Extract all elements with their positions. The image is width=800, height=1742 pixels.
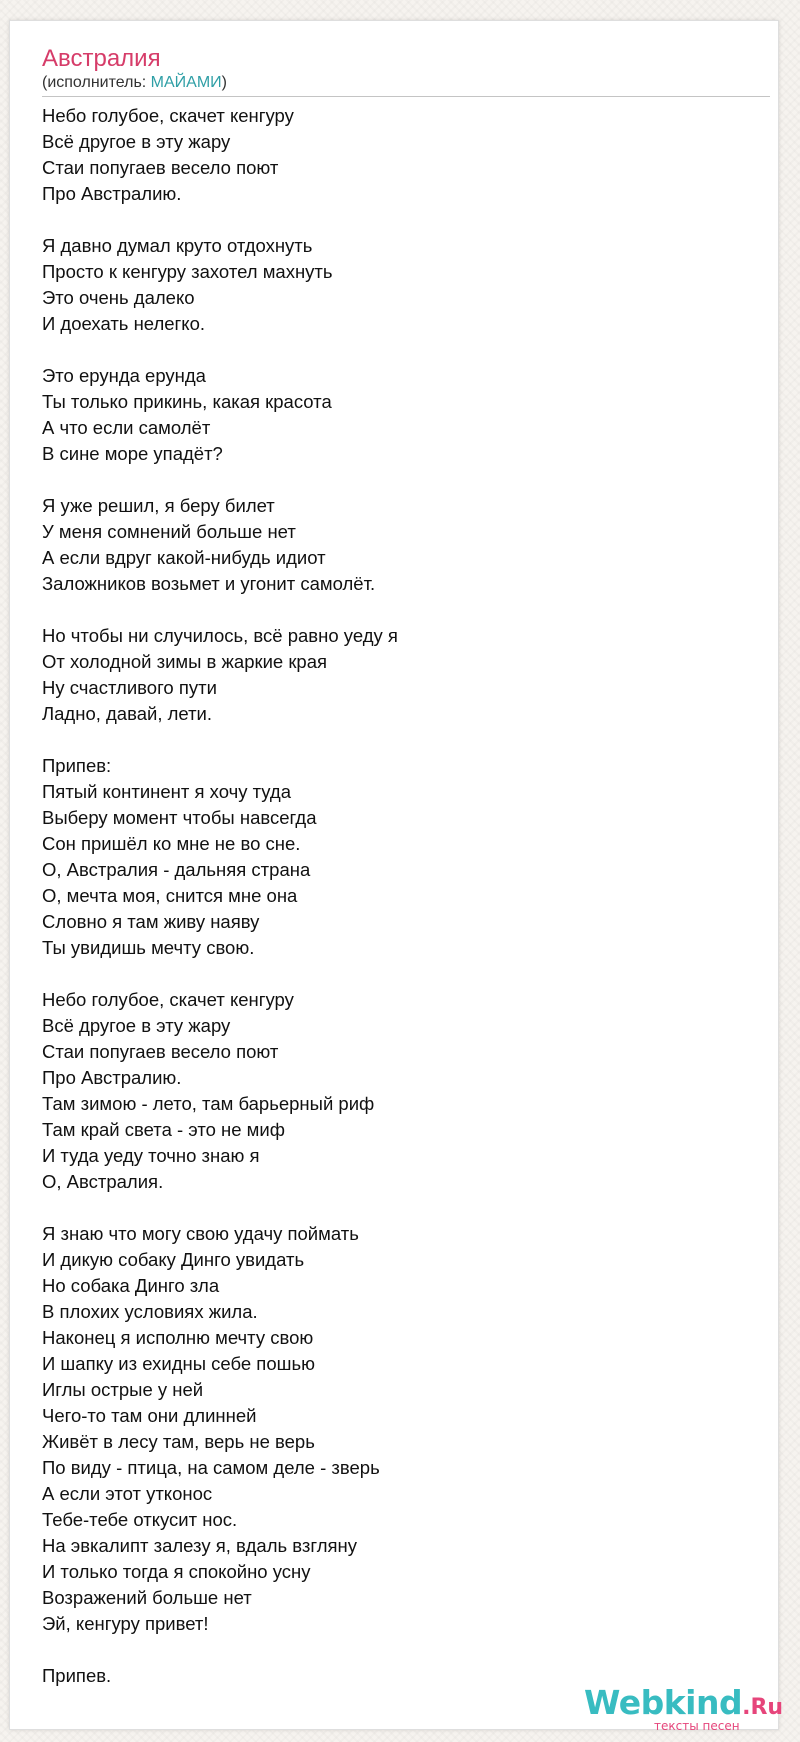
lyrics-line: О, Австралия. [42, 1171, 164, 1192]
lyrics-stanza [42, 623, 742, 727]
lyrics-line: На эвкалипт залезу я, вдаль взгляну [42, 1535, 358, 1556]
lyrics-stanza [42, 363, 742, 467]
lyrics-stanza [42, 987, 742, 1195]
lyrics-stanza [42, 103, 742, 207]
lyrics-line: Живёт в лесу там, верь не верь [42, 1431, 315, 1452]
lyrics-line: Ты только прикинь, какая красота [42, 391, 332, 412]
lyrics-line: Иглы острые у ней [42, 1379, 204, 1400]
lyrics-line: Всё другое в эту жару [42, 131, 231, 152]
lyrics-line: А что если самолёт [42, 417, 211, 438]
lyrics-line: Словно я там живу наяву [42, 911, 260, 932]
lyrics-line: И дикую собаку Динго увидать [42, 1249, 305, 1270]
performer-prefix: (исполнитель: [42, 74, 151, 91]
lyrics-text [42, 103, 742, 1715]
lyrics-line: Но чтобы ни случилось, всё равно уеду я [42, 625, 398, 646]
lyrics-line: У меня сомнений больше нет [42, 521, 296, 542]
lyrics-line: А если этот утконос [42, 1483, 213, 1504]
lyrics-line: И только тогда я спокойно усну [42, 1561, 311, 1582]
lyrics-line: Про Австралию. [42, 1067, 182, 1088]
lyrics-line: Тебе-тебе откусит нос. [42, 1509, 238, 1530]
lyrics-stanza [42, 753, 742, 961]
song-title: Австралия [42, 45, 161, 72]
lyrics-line: В плохих условиях жила. [42, 1301, 258, 1322]
lyrics-line: Ты увидишь мечту свою. [42, 937, 255, 958]
lyrics-line: Пятый континент я хочу туда [42, 781, 292, 802]
title-divider [42, 96, 770, 97]
lyrics-line: Сон пришёл ко мне не во сне. [42, 833, 301, 854]
lyrics-line: Припев: [42, 755, 112, 776]
performer-link[interactable]: МАЙАМИ [150, 74, 222, 91]
lyrics-line: Ладно, давай, лети. [42, 703, 213, 724]
lyrics-line: Небо голубое, скачет кенгуру [42, 989, 294, 1010]
lyrics-line: Стаи попугаев весело поют [42, 1041, 279, 1062]
lyrics-line: О, Австралия - дальняя страна [42, 859, 311, 880]
logo-ru-text: .Ru [742, 1695, 784, 1720]
logo-main-text: Webkind [584, 1683, 743, 1722]
lyrics-line: Чего-то там они длинней [42, 1405, 257, 1426]
lyrics-line: Стаи попугаев весело поют [42, 157, 279, 178]
lyrics-line: Там зимою - лето, там барьерный риф [42, 1093, 375, 1114]
lyrics-line: В сине море упадёт? [42, 443, 223, 464]
lyrics-line: Наконец я исполню мечту свою [42, 1327, 314, 1348]
lyrics-line: Но собака Динго зла [42, 1275, 220, 1296]
lyrics-line: По виду - птица, на самом деле - зверь [42, 1457, 380, 1478]
lyrics-stanza [42, 1221, 742, 1637]
lyrics-line: А если вдруг какой-нибудь идиот [42, 547, 326, 568]
webkind-logo[interactable] [584, 1683, 784, 1739]
lyrics-line: И шапку из ехидны себе пошью [42, 1353, 315, 1374]
lyrics-line: Выберу момент чтобы навсегда [42, 807, 317, 828]
lyrics-line: Я знаю что могу свою удачу поймать [42, 1223, 359, 1244]
lyrics-line: О, мечта моя, снится мне она [42, 885, 298, 906]
lyrics-line: Про Австралию. [42, 183, 182, 204]
lyrics-line: Ну счастливого пути [42, 677, 217, 698]
lyrics-line: Всё другое в эту жару [42, 1015, 231, 1036]
lyrics-line: От холодной зимы в жаркие края [42, 651, 328, 672]
lyrics-stanza [42, 233, 742, 337]
performer-suffix: ) [221, 74, 227, 91]
lyrics-line: Это ерунда ерунда [42, 365, 206, 386]
lyrics-line: Там край света - это не миф [42, 1119, 285, 1140]
logo-tagline: тексты песен [654, 1719, 740, 1733]
lyrics-line: Возражений больше нет [42, 1587, 252, 1608]
lyrics-line: Просто к кенгуру захотел махнуть [42, 261, 333, 282]
lyrics-line: Заложников возьмет и угонит самолёт. [42, 573, 376, 594]
lyrics-line: Эй, кенгуру привет! [42, 1613, 209, 1634]
lyrics-line: Припев. [42, 1665, 112, 1686]
lyrics-line: Это очень далеко [42, 287, 195, 308]
lyrics-line: Небо голубое, скачет кенгуру [42, 105, 294, 126]
lyrics-line: Я давно думал круто отдохнуть [42, 235, 313, 256]
lyrics-card [9, 20, 784, 1733]
lyrics-line: Я уже решил, я беру билет [42, 495, 275, 516]
lyrics-line: И доехать нелегко. [42, 313, 206, 334]
lyrics-line: И туда уеду точно знаю я [42, 1145, 260, 1166]
performer-line [42, 74, 227, 92]
lyrics-stanza [42, 493, 742, 597]
